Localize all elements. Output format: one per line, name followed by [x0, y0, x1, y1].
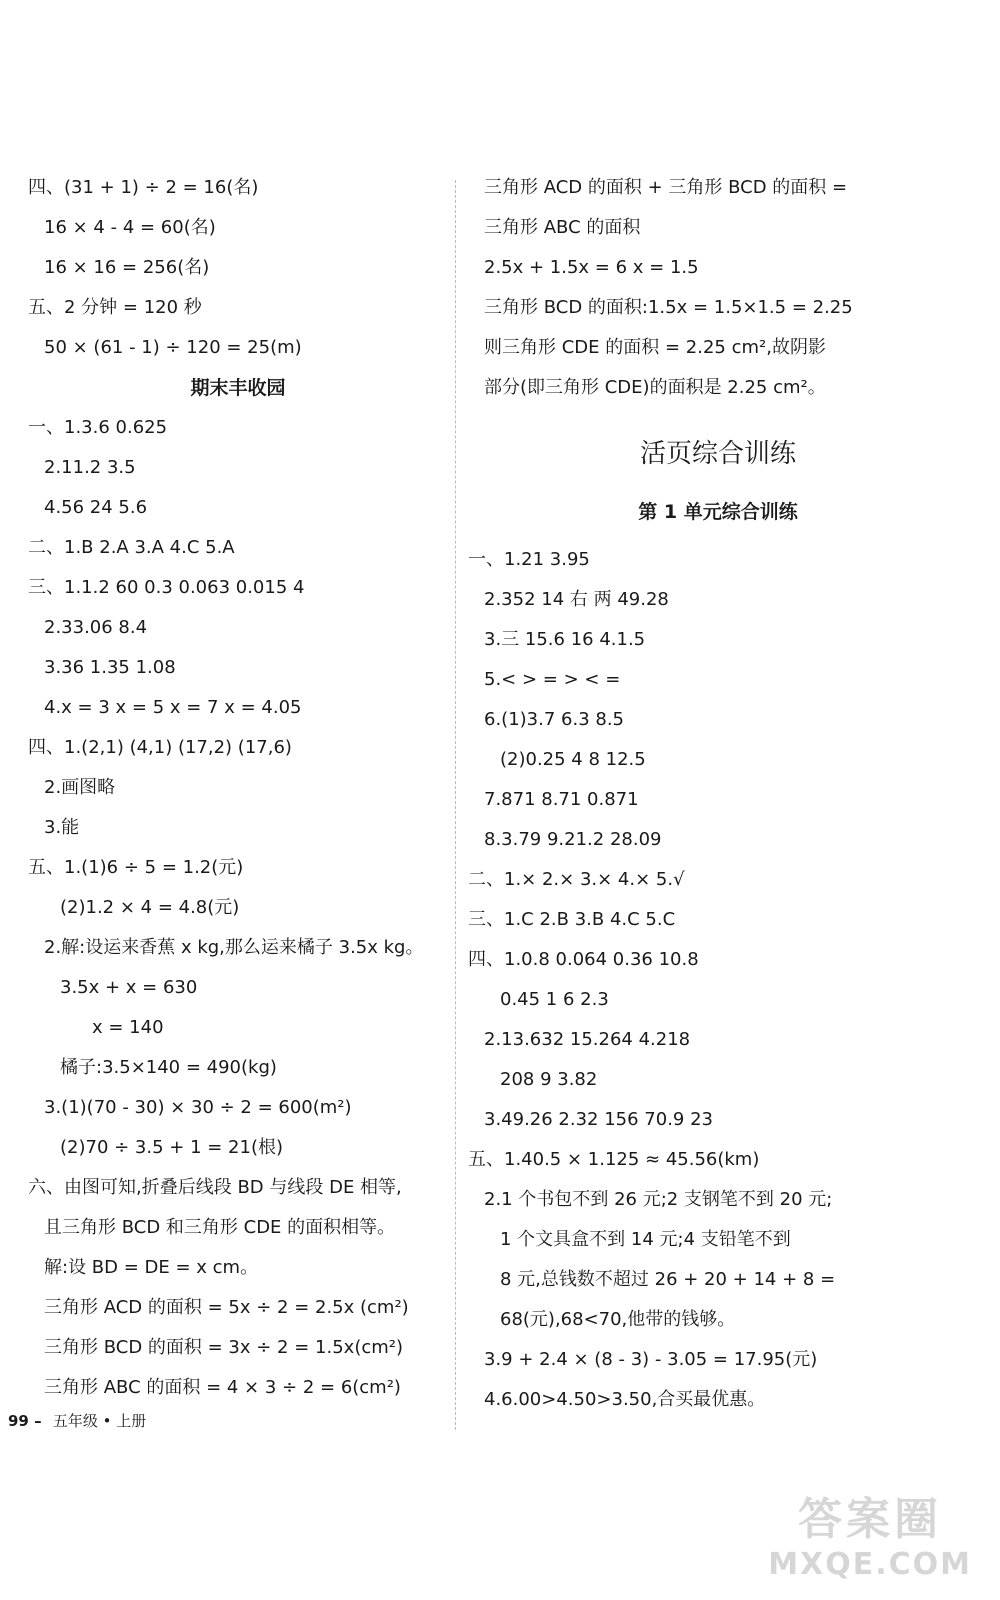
answer-line: 8 元,总钱数不超过 26 + 20 + 14 + 8 =	[500, 1269, 836, 1290]
answer-line: 三角形 ABC 的面积 = 4 × 3 ÷ 2 = 6(cm²)	[44, 1377, 401, 1398]
answer-line: 则三角形 CDE 的面积 = 2.25 cm²,故阴影	[484, 337, 826, 358]
answer-line: 五、2 分钟 = 120 秒	[28, 297, 202, 318]
answer-line: 2.画图略	[44, 777, 116, 798]
answer-line: 8.3.79 9.21.2 28.09	[484, 829, 662, 850]
answer-line: 16 × 16 = 256(名)	[44, 257, 210, 278]
answer-line: 3.49.26 2.32 156 70.9 23	[484, 1109, 714, 1130]
answer-line: 三角形 ABC 的面积	[484, 217, 641, 238]
answer-line: 68(元),68<70,他带的钱够。	[500, 1309, 736, 1330]
column-divider	[455, 180, 456, 1430]
answer-line: 一、1.3.6 0.625	[28, 417, 168, 438]
answer-line: 3.(1)(70 - 30) × 30 ÷ 2 = 600(m²)	[44, 1097, 352, 1118]
answer-line: 五、1.(1)6 ÷ 5 = 1.2(元)	[28, 857, 244, 878]
answer-line: 三角形 BCD 的面积 = 3x ÷ 2 = 1.5x(cm²)	[44, 1337, 404, 1358]
answer-line: 6.(1)3.7 6.3 8.5	[484, 709, 624, 730]
answer-line: 三角形 BCD 的面积:1.5x = 1.5×1.5 = 2.25	[484, 297, 853, 318]
answer-line: 五、1.40.5 × 1.125 ≈ 45.56(km)	[468, 1149, 760, 1170]
answer-line: 二、1.B 2.A 3.A 4.C 5.A	[28, 537, 235, 558]
answer-line: 3.能	[44, 817, 80, 838]
answer-line: x = 140	[92, 1017, 164, 1038]
answer-line: 3.36 1.35 1.08	[44, 657, 176, 678]
right-column	[468, 168, 968, 1420]
answer-line: 4.6.00>4.50>3.50,合买最优惠。	[484, 1389, 766, 1410]
answer-line: (2)1.2 × 4 = 4.8(元)	[60, 897, 240, 918]
answer-line: 四、1.(2,1) (4,1) (17,2) (17,6)	[28, 737, 292, 758]
answer-line: 橘子:3.5×140 = 490(kg)	[60, 1057, 277, 1078]
answer-line: 0.45 1 6 2.3	[500, 989, 609, 1010]
answer-line: 二、1.× 2.× 3.× 4.× 5.√	[468, 869, 685, 890]
answer-line: 2.13.632 15.264 4.218	[484, 1029, 691, 1050]
answer-line: (2)0.25 4 8 12.5	[500, 749, 646, 770]
answer-line: 三角形 ACD 的面积 + 三角形 BCD 的面积 =	[484, 177, 848, 198]
answer-line: 2.33.06 8.4	[44, 617, 148, 638]
unit-title: 第 1 单元综合训练	[638, 501, 798, 523]
watermark-url: MXQE.COM	[768, 1547, 972, 1582]
watermark-logo-text: 答案圈	[798, 1494, 943, 1545]
answer-line: 208 9 3.82	[500, 1069, 598, 1090]
answer-line: 3.9 + 2.4 × (8 - 3) - 3.05 = 17.95(元)	[484, 1349, 818, 1370]
page-footer	[8, 1410, 146, 1431]
answer-line: 六、由图可知,折叠后线段 BD 与线段 DE 相等,	[28, 1177, 402, 1198]
answer-line: 16 × 4 - 4 = 60(名)	[44, 217, 216, 238]
answer-line: 2.5x + 1.5x = 6 x = 1.5	[484, 257, 699, 278]
grade-label: 五年级 • 上册	[52, 1412, 147, 1430]
answer-line: 4.56 24 5.6	[44, 497, 148, 518]
answer-line: 50 × (61 - 1) ÷ 120 = 25(m)	[44, 337, 302, 358]
answer-line: 三、1.C 2.B 3.B 4.C 5.C	[468, 909, 676, 930]
answer-line: 2.解:设运来香蕉 x kg,那么运来橘子 3.5x kg。	[44, 937, 424, 958]
answer-line: 4.x = 3 x = 5 x = 7 x = 4.05	[44, 697, 302, 718]
answer-line: 四、1.0.8 0.064 0.36 10.8	[468, 949, 699, 970]
answer-line: 3.三 15.6 16 4.1.5	[484, 629, 646, 650]
section-title: 期末丰收园	[190, 377, 286, 399]
answer-line: 三角形 ACD 的面积 = 5x ÷ 2 = 2.5x (cm²)	[44, 1297, 409, 1318]
answer-line: 四、(31 + 1) ÷ 2 = 16(名)	[28, 177, 259, 198]
answer-line: 1 个文具盒不到 14 元;4 支铅笔不到	[500, 1229, 791, 1250]
answer-line: 2.352 14 右 两 49.28	[484, 589, 669, 610]
chapter-title: 活页综合训练	[639, 439, 796, 469]
answer-line: 2.11.2 3.5	[44, 457, 136, 478]
answer-line: (2)70 ÷ 3.5 + 1 = 21(根)	[60, 1137, 284, 1158]
answer-line: 三、1.1.2 60 0.3 0.063 0.015 4	[28, 577, 305, 598]
answer-line: 5.< > = > < =	[484, 669, 621, 690]
answer-line: 解:设 BD = DE = x cm。	[44, 1257, 259, 1278]
left-column	[28, 168, 448, 1408]
watermark-logo	[768, 1483, 972, 1582]
answer-line: 部分(即三角形 CDE)的面积是 2.25 cm²。	[484, 377, 826, 398]
answer-line: 2.1 个书包不到 26 元;2 支钢笔不到 20 元;	[484, 1189, 833, 1210]
answer-line: 7.871 8.71 0.871	[484, 789, 639, 810]
answer-line: 一、1.21 3.95	[468, 549, 590, 570]
page-number: 99 –	[8, 1412, 42, 1430]
answer-line: 3.5x + x = 630	[60, 977, 198, 998]
answer-line: 且三角形 BCD 和三角形 CDE 的面积相等。	[44, 1217, 396, 1238]
